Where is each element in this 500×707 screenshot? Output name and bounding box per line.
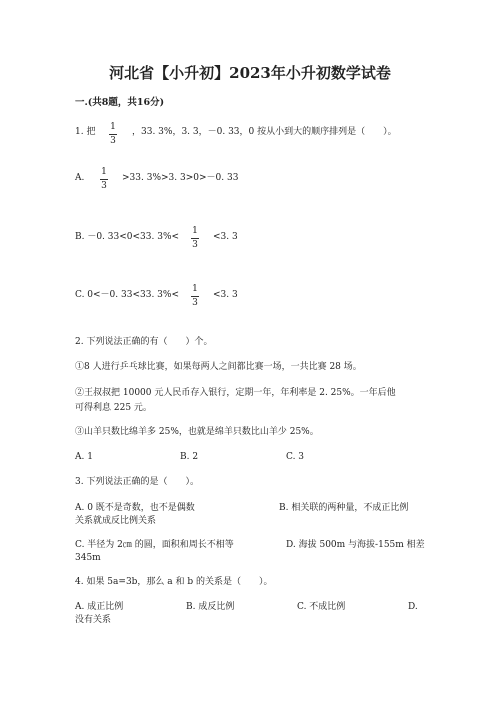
page-title: 河北省【小升初】2023年小升初数学试卷 [109, 64, 391, 82]
q1-option-a-label: A. [75, 173, 85, 183]
q1-option-a-text: >33. 3%>3. 3>0>－0. 33 [122, 173, 239, 183]
q3-stem: 3. 下列说法正确的是（ ）。 [75, 477, 199, 487]
q2-statement-2-line-2: 可得利息 225 元。 [75, 403, 152, 413]
fraction-denominator: 3 [192, 240, 198, 250]
fraction-bar [100, 179, 108, 180]
q1-option-b-fraction [190, 226, 200, 250]
q4-option-a: A. 成正比例 [75, 602, 124, 612]
q3-option-c: C. 半径为 2㎝ 的圆，面积和周长不相等 [75, 540, 234, 550]
fraction-bar [109, 134, 117, 135]
q1-option-b-text: B. －0. 33<0<33. 3%< [75, 232, 180, 242]
q1-option-c-text: C. 0<－0. 33<33. 3%< [75, 290, 179, 300]
q2-statement-3: ③山羊只数比绵羊多 25%，也就是绵羊只数比山羊少 25%。 [75, 427, 319, 437]
fraction-denominator: 3 [110, 136, 116, 146]
q2-statement-1: ①8 人进行乒乓球比赛，如果每两人之间都比赛一场，一共比赛 28 场。 [75, 362, 362, 372]
fraction-numerator: 1 [110, 122, 116, 132]
fraction-bar [191, 238, 199, 239]
q2-option-c: C. 3 [286, 452, 305, 462]
q3-option-d-line-2: 345m [75, 553, 101, 563]
fraction-bar [191, 296, 199, 297]
q2-stem: 2. 下列说法正确的有（ ）个。 [75, 337, 213, 347]
fraction-numerator: 1 [192, 284, 198, 294]
q2-option-b: B. 2 [180, 452, 199, 462]
q4-option-b: B. 成反比例 [186, 602, 235, 612]
q3-option-b-line-1: B. 相关联的两种量，不成正比例 [279, 503, 409, 513]
q1-stem-prefix: 1. 把 [75, 127, 96, 137]
q4-option-d-text: 没有关系 [75, 615, 112, 625]
q4-option-d-label: D. [408, 602, 418, 612]
fraction-denominator: 3 [101, 181, 107, 191]
q2-option-a: A. 1 [75, 452, 93, 462]
q3-option-a: A. 0 既不是奇数，也不是偶数 [75, 503, 195, 513]
section-heading: 一.(共8题，共16分) [75, 97, 165, 108]
q1-option-a-fraction [99, 167, 109, 191]
q1-option-b-suffix: <3. 3 [213, 232, 238, 242]
q3-option-b-line-2: 关系就成反比例关系 [75, 516, 157, 526]
fraction-denominator: 3 [192, 298, 198, 308]
q1-option-c-fraction [190, 284, 200, 308]
q1-stem-suffix: ，33. 3%，3. 3，－0. 33，0 按从小到大的顺序排列是（ ）。 [132, 127, 397, 137]
q3-option-d-line-1: D. 海拔 500m 与海拔-155m 相差 [286, 540, 425, 550]
q4-stem: 4. 如果 5a=3b，那么 a 和 b 的关系是（ ）。 [75, 577, 273, 587]
q2-statement-2-line-1: ②王叔叔把 10000 元人民币存入银行，定期一年，年利率是 2. 25%。一年后他 [75, 388, 396, 398]
q1-stem-fraction [108, 122, 118, 146]
fraction-numerator: 1 [192, 226, 198, 236]
q4-option-c: C. 不成比例 [297, 602, 346, 612]
fraction-numerator: 1 [101, 167, 107, 177]
q1-option-c-suffix: <3. 3 [213, 290, 238, 300]
